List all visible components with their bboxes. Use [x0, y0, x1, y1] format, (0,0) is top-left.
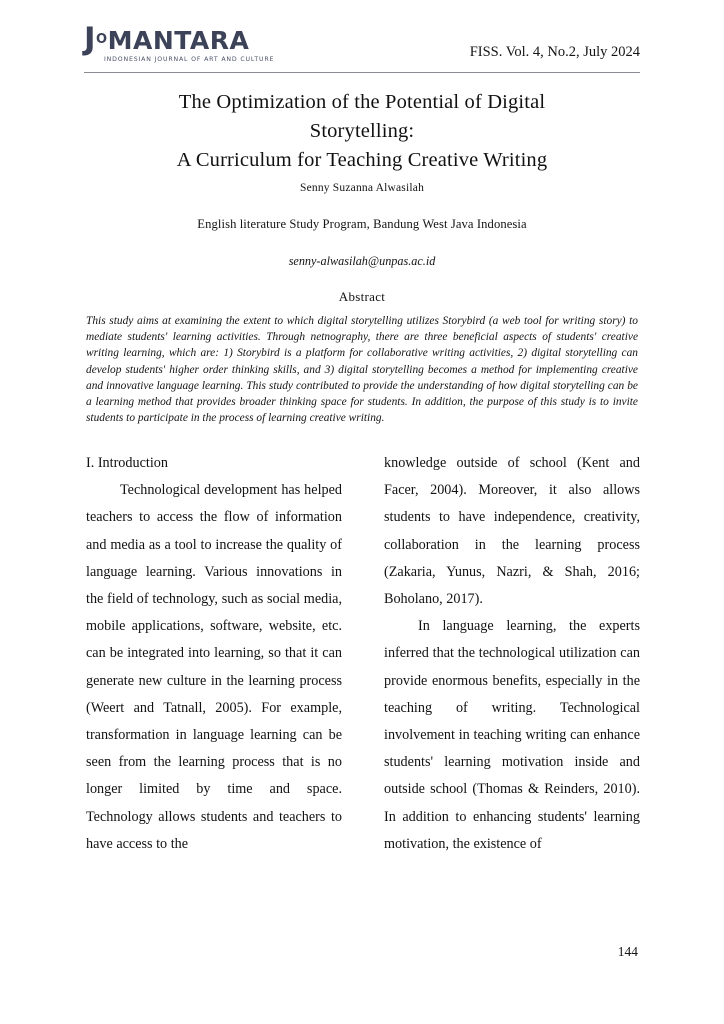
- body-columns: [86, 450, 640, 940]
- left-column: [86, 450, 342, 858]
- article-title-line-2: Storytelling:: [309, 120, 415, 142]
- journal-logo: [84, 21, 275, 63]
- article-title-line-3: A Curriculum for Teaching Creative Writing: [176, 149, 548, 171]
- article-title-line-1: The Optimization of the Potential of Digital: [178, 91, 546, 113]
- byline-block: [92, 182, 632, 269]
- masthead: [84, 21, 640, 70]
- author-affiliation: English literature Study Program, Bandung West Java Indonesia: [197, 217, 527, 231]
- author-email: senny-alwasilah@unpas.ac.id: [288, 254, 436, 268]
- paragraph: In language learning, the experts inferred that the technological utilization can provide enormous benefits, especially in the teaching of writing. Technological involvement in teaching writing can enhance students' learning motivation inside and outside school (Thomas & Reinders, 2010). In addition to enhancing students' learning motivation, the existence of: [384, 618, 640, 852]
- abstract-text: This study aims at examining the extent to which digital storytelling utilizes Storybird (a web tool for writing story) to mediate students' learning activities. Through netnography, there are three beneficial aspects of students' creative writing learning, which are: 1) Storybird is a platform for collaborative writing activities, 2) digital storytelling can develop students' higher order thinking skills, and 3) digital storytelling becomes a method for implementing creative and innovative language learning. This study contributed to provide the understanding of how digital storytelling can be a learning method that provides broader thinking space for students. In addition, the purpose of this study is to invite students to participate in the process of learning creative writing.: [86, 315, 638, 425]
- logo-letter-o: O: [96, 32, 108, 47]
- journal-logo-wordmark: [84, 21, 274, 57]
- logo-letters-rest: MANTARA: [107, 26, 250, 55]
- page-number: 144: [617, 944, 638, 959]
- right-column: [384, 450, 640, 858]
- issue-citation: FISS. Vol. 4, No.2, July 2024: [469, 44, 640, 60]
- paragraph: knowledge outside of school (Kent and Facer, 2004). Moreover, it also allows students to have independence, creativity, collaboration in the learning process (Zakaria, Yunus, Nazri, & Shah, 2016; Boholano, 2017).: [384, 455, 640, 608]
- logo-letter-j: J: [84, 21, 97, 57]
- author-name: Senny Suzanna Alwasilah: [299, 182, 425, 194]
- journal-logo-subtitle: INDONESIAN JOURNAL OF ART AND CULTURE: [104, 56, 275, 63]
- section-heading-introduction: I. Introduction: [86, 455, 168, 471]
- abstract-heading: Abstract: [338, 289, 386, 304]
- header-divider: [84, 72, 640, 73]
- paragraph: Technological development has helped teachers to access the flow of information and media as a tool to increase the quality of language learning. Various innovations in the field of technology, such as social media, mobile applications, software, website, etc. can be integrated into learning, so that it can generate new culture in the learning process (Weert and Tatnall, 2005). For example, transformation in language learning can be seen from the learning process that is no longer limited by time and space. Technology allows students and teachers to have access to the: [86, 482, 342, 852]
- article-title: [100, 88, 624, 175]
